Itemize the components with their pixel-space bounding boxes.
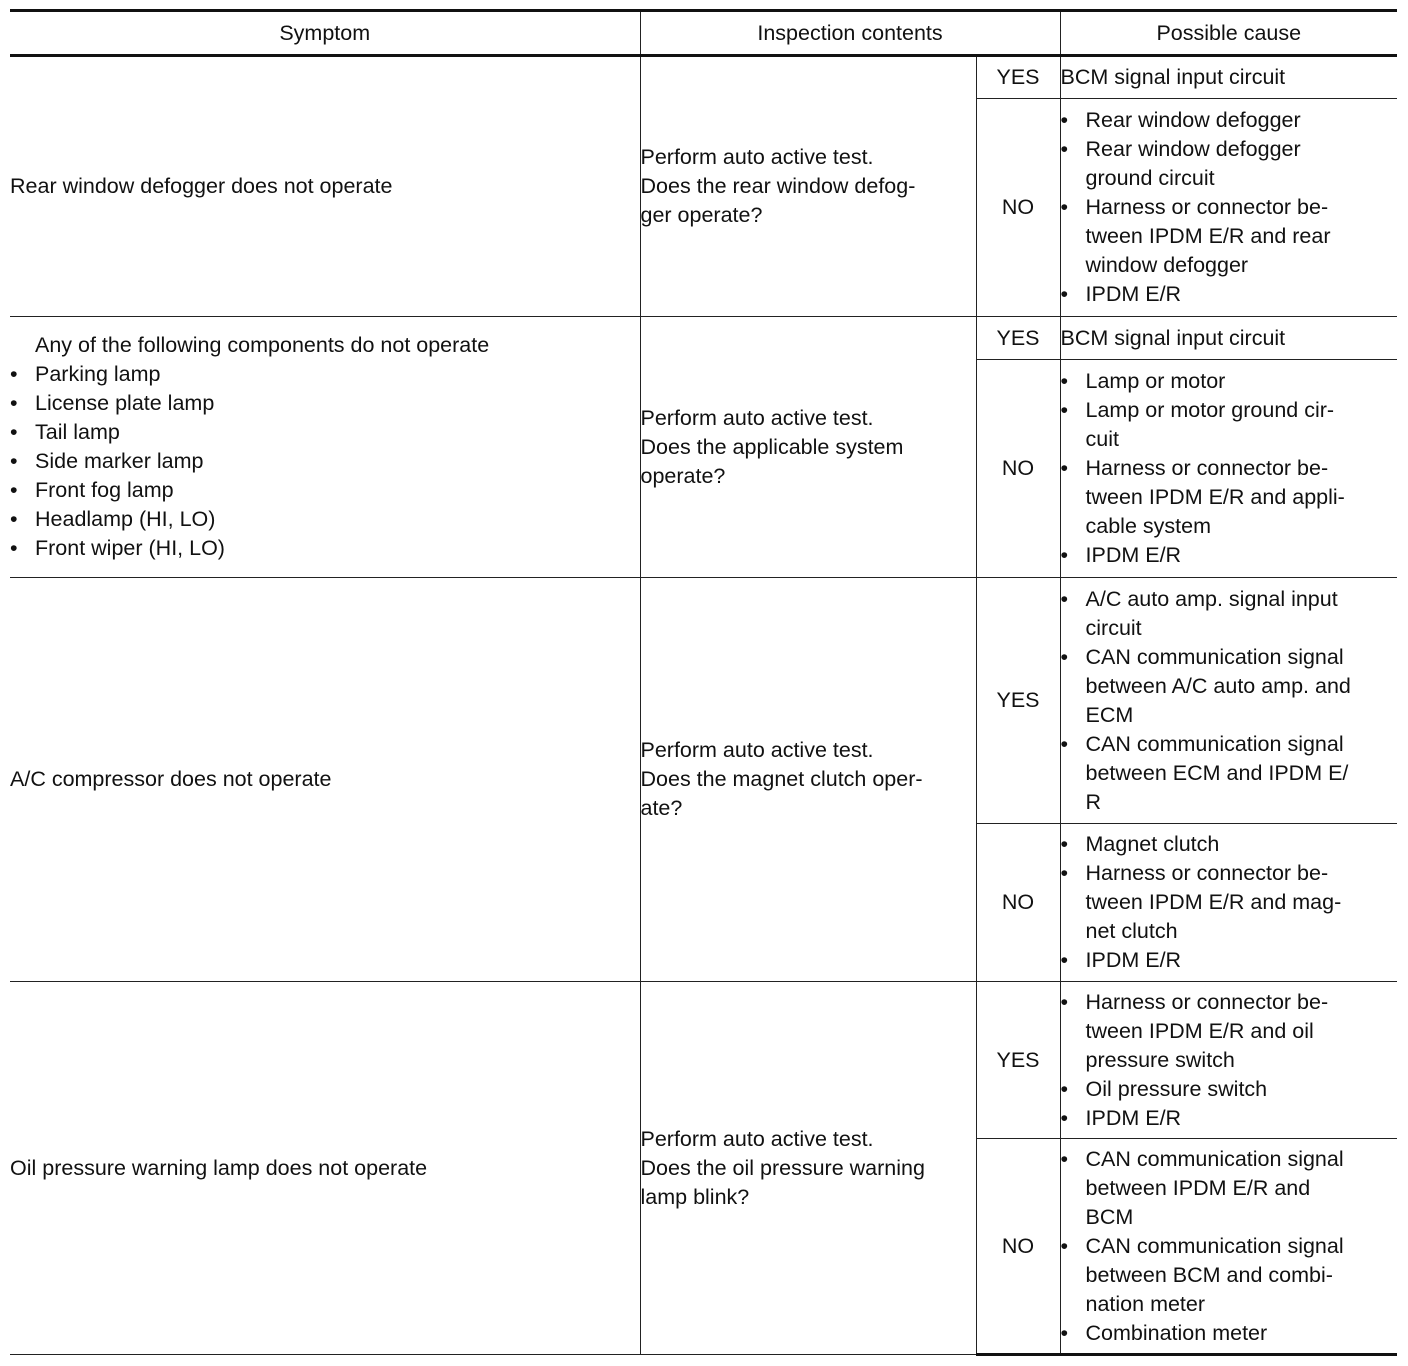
cause-item: • IPDM E/R	[1061, 1104, 1398, 1133]
table-row	[10, 578, 1397, 824]
cause-no	[1060, 360, 1397, 578]
table-row	[10, 56, 1397, 99]
result-yes: YES	[976, 578, 1060, 824]
cause-item: • Rear window defogger	[1061, 106, 1398, 135]
inspection-line: Perform auto active test.	[640, 145, 874, 169]
cause-item: • Harness or connector be- tween IPDM E/R and oil pressure switch	[1061, 988, 1398, 1075]
result-no: NO	[976, 824, 1060, 982]
symptom-cell: Oil pressure warning lamp does not operate	[10, 982, 640, 1355]
cause-yes	[1060, 578, 1397, 824]
table-header-row	[10, 11, 1397, 56]
cause-item: • Harness or connector be- tween IPDM E/R and mag- net clutch	[1061, 859, 1398, 946]
inspection-cell	[640, 982, 976, 1355]
cause-yes	[1060, 982, 1397, 1139]
cause-item: • CAN communication signal between BCM and combi- nation meter	[1061, 1232, 1398, 1319]
cause-item: • IPDM E/R	[1061, 946, 1398, 975]
result-no: NO	[976, 99, 1060, 317]
inspection-cell	[640, 578, 976, 982]
symptom-item: • License plate lamp	[10, 389, 640, 418]
cause-item: • Harness or connector be- tween IPDM E/R and rear window defogger	[1061, 193, 1398, 280]
symptom-cell: Rear window defogger does not operate	[10, 56, 640, 317]
inspection-line: Perform auto active test.	[640, 1126, 874, 1151]
symptom-cell: A/C compressor does not operate	[10, 578, 640, 982]
symptom-item: • Tail lamp	[10, 418, 640, 447]
cause-item: • Rear window defogger ground circuit	[1061, 135, 1398, 193]
inspection-line: ger operate?	[640, 203, 763, 227]
cause-item: • Lamp or motor	[1061, 367, 1398, 396]
symptom-intro: Any of the following components do not operate	[35, 333, 490, 357]
header-symptom: Symptom	[10, 11, 640, 56]
table-row	[10, 982, 1397, 1139]
result-no: NO	[976, 1139, 1060, 1355]
header-inspection: Inspection contents	[640, 11, 1060, 56]
cause-item: • IPDM E/R	[1061, 541, 1398, 570]
inspection-line: Does the oil pressure warning	[640, 1155, 925, 1180]
symptom-item: • Front fog lamp	[10, 476, 640, 505]
cause-item: • Oil pressure switch	[1061, 1075, 1398, 1104]
symptom-item: • Side marker lamp	[10, 447, 640, 476]
inspection-line: Perform auto active test.	[640, 738, 874, 762]
symptom-item: • Front wiper (HI, LO)	[10, 534, 640, 563]
inspection-line: operate?	[640, 463, 726, 488]
cause-yes: BCM signal input circuit	[1060, 317, 1397, 360]
cause-item: • CAN communication signal between A/C auto amp. and ECM	[1061, 643, 1398, 730]
inspection-line: Does the applicable system	[640, 434, 904, 459]
table-row	[10, 317, 1397, 360]
symptom-list	[10, 360, 640, 563]
cause-item: • A/C auto amp. signal input circuit	[1061, 585, 1398, 643]
diagnosis-table	[10, 9, 1397, 1356]
cause-no	[1060, 99, 1397, 317]
symptom-item: • Parking lamp	[10, 360, 640, 389]
inspection-line: ate?	[640, 796, 683, 820]
result-yes: YES	[976, 317, 1060, 360]
inspection-cell	[640, 56, 976, 317]
inspection-line: Perform auto active test.	[640, 405, 874, 430]
cause-item: • Lamp or motor ground cir- cuit	[1061, 396, 1398, 454]
result-yes: YES	[976, 982, 1060, 1139]
cause-item: • Harness or connector be- tween IPDM E/R and appli- cable system	[1061, 454, 1398, 541]
inspection-cell	[640, 317, 976, 578]
inspection-line: lamp blink?	[640, 1184, 750, 1209]
cause-no	[1060, 824, 1397, 982]
symptom-item: • Headlamp (HI, LO)	[10, 505, 640, 534]
inspection-line: Does the rear window defog-	[640, 174, 916, 198]
cause-item: • Magnet clutch	[1061, 830, 1398, 859]
result-yes: YES	[976, 56, 1060, 99]
cause-item: • CAN communication signal between ECM and IPDM E/ R	[1061, 730, 1398, 817]
cause-item: • CAN communication signal between IPDM E/R and BCM	[1061, 1145, 1398, 1232]
inspection-line: Does the magnet clutch oper-	[640, 767, 923, 791]
cause-no	[1060, 1139, 1397, 1355]
cause-yes: BCM signal input circuit	[1060, 56, 1397, 99]
cause-item: • IPDM E/R	[1061, 280, 1398, 309]
result-no: NO	[976, 360, 1060, 578]
cause-item: • Combination meter	[1061, 1319, 1398, 1348]
header-cause: Possible cause	[1060, 11, 1397, 56]
symptom-cell	[10, 317, 640, 578]
